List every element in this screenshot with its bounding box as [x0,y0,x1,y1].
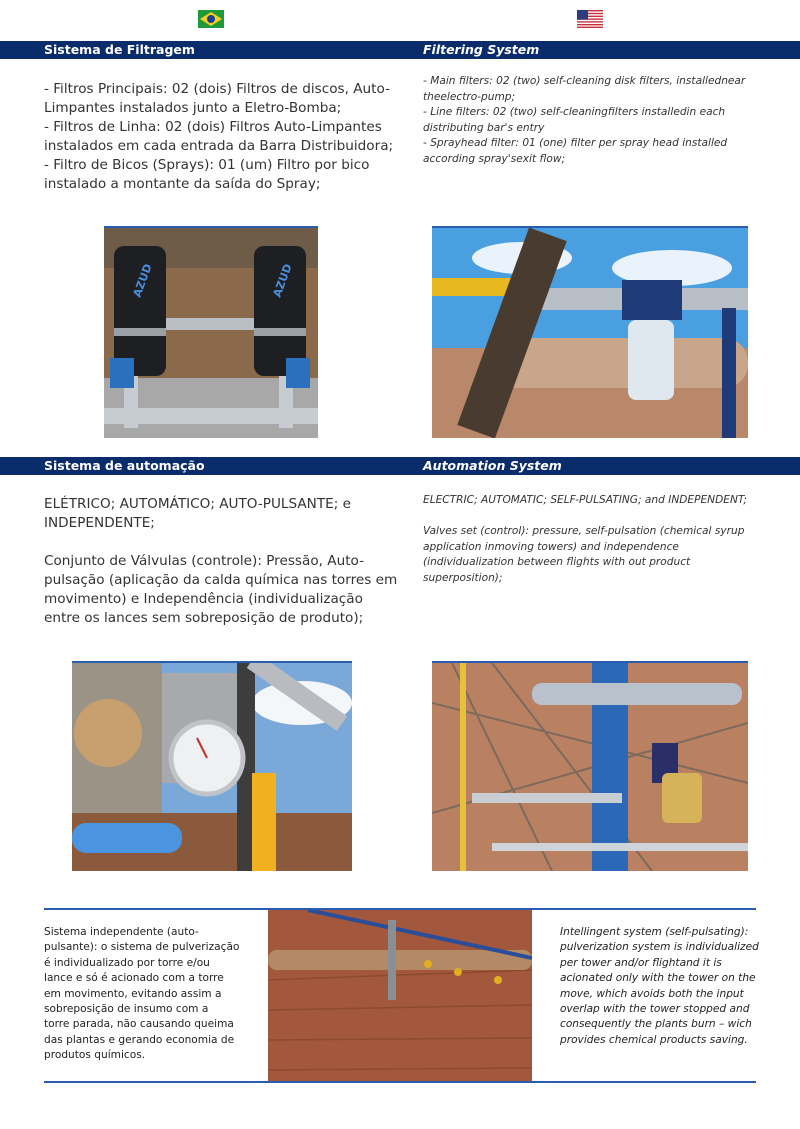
text-line: pulsante): o sistema de pulverização [44,941,240,954]
text-line: application inmoving towers) and independence [423,540,679,553]
text-line: per tower and/or flightand it is [560,956,722,969]
automation-title-en: Automation System [423,458,562,473]
text-line: according spray'sexit flow; [423,152,566,165]
text-line: é individualizado por torre e/ou [44,956,210,969]
text-line: torre parada, não causando queima [44,1018,234,1031]
text-line: das plantas e gerando economia de [44,1033,235,1046]
text-line: Limpantes instalados junto a Eletro-Bomba; [44,100,342,116]
disk-filters-photo [104,226,318,438]
field-sprayer-photo [268,910,532,1081]
text-line: - Filtros Principais: 02 (dois) Filtros de discos, Auto- [44,81,390,97]
filtering-text-pt [44,80,393,194]
text-line: - Sprayhead filter: 01 (one) filter per spray head installed [423,137,728,149]
text-line: - Filtro de Bicos (Sprays): 01 (um) Filtro por bico [44,157,370,173]
valves-set-photo [432,661,748,871]
text-line: entre os lances sem sobreposição de produto); [44,610,364,626]
text-line: superposition); [423,571,503,584]
bottom-text-pt [44,925,259,1064]
automation-text-pt [44,495,397,628]
text-line: instalado a montante da saída do Spray; [44,176,321,192]
text-line: em movimento, evitando assim a [44,987,222,1000]
automation-title-pt: Sistema de automação [44,458,205,473]
text-line: Conjunto de Válvulas (controle): Pressão, Auto- [44,553,365,569]
filtering-title-pt: Sistema de Filtragem [44,42,195,57]
text-line: Valves set (control): pressure, self-pulsation (chemical syrup [423,525,745,537]
text-line: Intellingent system (self-pulsating): [560,926,749,938]
text-line: produtos químicos. [44,1049,146,1062]
text-line: - Line filters: 02 (two) self-cleaningfilters installedin each [423,106,726,118]
text-line: ELÉTRICO; AUTOMÁTICO; AUTO-PULSANTE; e [44,496,351,512]
automation-header-bar [0,457,800,475]
text-line: INDEPENDENTE; [44,515,155,531]
text-line: acionated only with the tower on the [560,972,756,985]
text-line: ELECTRIC; AUTOMATIC; SELF-PULSATING; and INDEPENDENT; [423,494,747,506]
text-line: - Filtros de Linha: 02 (dois) Filtros Auto-Limpantes [44,119,382,135]
brazil-flag-icon [198,10,224,28]
bottom-text-en [560,925,760,1048]
blank-line [44,533,397,552]
azud-logo-text: AZUD [130,262,155,300]
text-line: sobreposição de insumo com a [44,1003,209,1016]
text-line: consequently the plants burn – wich [560,1018,752,1031]
azud-logo-text: AZUD [270,262,295,300]
text-line: instalados em cada entrada da Barra Distribuidora; [44,138,394,154]
usa-flag-icon [577,10,603,28]
bottom-bottom-divider [44,1081,756,1083]
text-line: (individualization between flights with out product [423,556,691,568]
text-line: Sistema independente (auto- [44,926,199,938]
text-line: pulverization system is individualized [560,941,759,954]
text-line: movimento) e Independência (individualização [44,591,363,607]
filtering-text-en [423,74,745,167]
text-line: move, which avoids both the input [560,987,744,1000]
text-line: lance e só é acionado com a torre [44,972,224,985]
automation-text-en [423,493,747,586]
filtering-title-en: Filtering System [423,42,540,57]
blank-line [423,509,747,525]
text-line: - Main filters: 02 (two) self-cleaning disk filters, installednear [423,75,746,87]
line-filter-photo [432,226,748,438]
text-line: pulsação (aplicação da calda química nas torres em [44,572,398,588]
text-line: distributing bar's entry [423,121,545,134]
text-line: overlap with the tower stopped and [560,1003,750,1016]
filtering-header-bar [0,41,800,59]
pressure-gauge-photo [72,661,352,871]
text-line: theelectro-pump; [423,90,516,103]
text-line: provides chemical products saving. [560,1033,748,1046]
